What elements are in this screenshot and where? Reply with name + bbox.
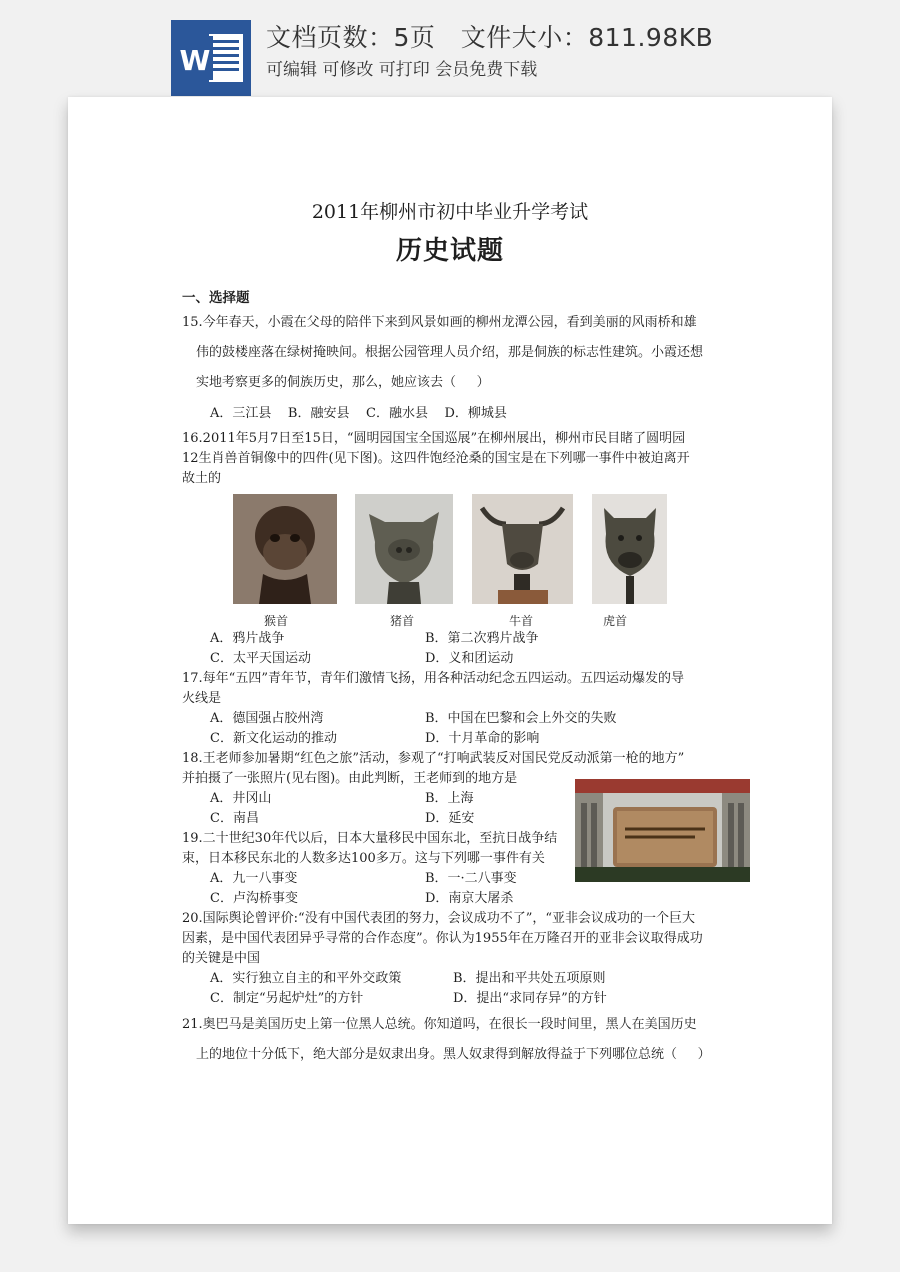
q16-line-3: 故土的: [182, 471, 222, 486]
q17-option-c: C．新文化运动的推动: [210, 731, 337, 746]
q16-option-a: A．鸦片战争: [210, 631, 285, 646]
caption-monkey: 猴首: [264, 614, 289, 628]
monkey-head-photo: [233, 494, 337, 604]
q20-option-b: B．提出和平共处五项原则: [453, 971, 606, 986]
document-info-subtitle: 可编辑 可修改 可打印 会员免费下载: [266, 60, 538, 80]
pig-head-photo: [355, 494, 453, 604]
q19-line-1: 19.二十世纪30年代以后，日本大量移民中国东北，至抗日战争结: [182, 831, 558, 846]
q18-option-d: D．延安: [425, 811, 475, 826]
section-heading: 一、选择题: [182, 290, 250, 306]
memorial-photo: [575, 779, 750, 882]
q17-option-b: B．中国在巴黎和会上外交的失败: [425, 711, 617, 726]
document-info-title: 文档页数：5页 文件大小：811.98KB: [266, 23, 714, 52]
q16-option-c: C．太平天国运动: [210, 651, 311, 666]
caption-tiger: 虎首: [603, 614, 628, 628]
q18-option-b: B．上海: [425, 791, 474, 806]
q16-line-2: 12生肖兽首铜像中的四件(见下图)。这四件饱经沧桑的国宝是在下列哪一事件中被迫离开: [182, 451, 690, 466]
q15-line-3: 实地考察更多的侗族历史，那么，她应该去（ ）: [196, 375, 490, 390]
q18-line-2: 并拍摄了一张照片(见右图)。由此判断，王老师到的地方是: [182, 771, 518, 786]
q20-option-c: C．制定“另起炉灶”的方针: [210, 991, 364, 1006]
q18-line-1: 18.王老师参加暑期“红色之旅”活动，参观了“打响武装反对国民党反动派第一枪的地方”: [182, 751, 685, 766]
q18-option-a: A．井冈山: [210, 791, 272, 806]
svg-text:W: W: [179, 44, 211, 77]
tiger-head-photo: [592, 494, 667, 604]
caption-ox: 牛首: [509, 614, 534, 628]
q20-line-2: 因素，是中国代表团异乎寻常的合作态度”。你认为1955年在万隆召开的亚非会议取得成功: [182, 931, 703, 946]
exam-subject-title: 历史试题: [395, 236, 504, 266]
q19-option-d: D．南京大屠杀: [425, 891, 514, 906]
q19-option-a: A．九一八事变: [210, 871, 298, 886]
q16-option-b: B．第二次鸦片战争: [425, 631, 539, 646]
caption-pig: 猪首: [390, 614, 415, 628]
q21-line-2: 上的地位十分低下，绝大部分是奴隶出身。黑人奴隶得到解放得益于下列哪位总统（ ）: [196, 1047, 711, 1062]
word-document-icon: [171, 20, 251, 96]
q18-option-c: C．南昌: [210, 811, 259, 826]
q16-option-d: D．义和团运动: [425, 651, 514, 666]
q20-option-a: A．实行独立自主的和平外交政策: [210, 971, 402, 986]
document-page: [68, 97, 832, 1224]
exam-title: 2011年柳州市初中毕业升学考试: [311, 201, 589, 223]
q16-line-1: 16.2011年5月7日至15日，“圆明园国宝全国巡展”在柳州展出，柳州市民目睹了圆明园: [182, 431, 686, 446]
q17-line-2: 火线是: [182, 691, 222, 706]
q17-option-a: A．德国强占胶州湾: [210, 711, 324, 726]
q21-line-1: 21.奥巴马是美国历史上第一位黑人总统。你知道吗，在很长一段时间里，黑人在美国历史: [182, 1017, 697, 1032]
ox-head-photo: [472, 494, 573, 604]
q20-line-1: 20.国际舆论曾评价:“没有中国代表团的努力，会议成功不了”，“亚非会议成功的一个巨大: [182, 911, 695, 926]
q15-line-1: 15.今年春天，小霞在父母的陪伴下来到风景如画的柳州龙潭公园，看到美丽的风雨桥和雄: [182, 315, 697, 330]
q19-line-2: 束，日本移民东北的人数多达100多万。这与下列哪一事件有关: [182, 851, 545, 866]
q20-option-d: D．提出“求同存异”的方针: [453, 991, 607, 1006]
q19-option-b: B．一·二八事变: [425, 871, 517, 886]
q17-option-d: D．十月革命的影响: [425, 731, 540, 746]
download-banner: [0, 0, 900, 96]
q19-option-c: C．卢沟桥事变: [210, 891, 298, 906]
q17-line-1: 17.每年“五四”青年节，青年们激情飞扬，用各种活动纪念五四运动。五四运动爆发的导: [182, 671, 684, 686]
q15-options: A．三江县 B．融安县 C．融水县 D．柳城县: [210, 406, 507, 421]
q20-line-3: 的关键是中国: [182, 951, 261, 966]
q15-line-2: 伟的鼓楼座落在绿树掩映间。根据公园管理人员介绍，那是侗族的标志性建筑。小霞还想: [196, 345, 704, 360]
